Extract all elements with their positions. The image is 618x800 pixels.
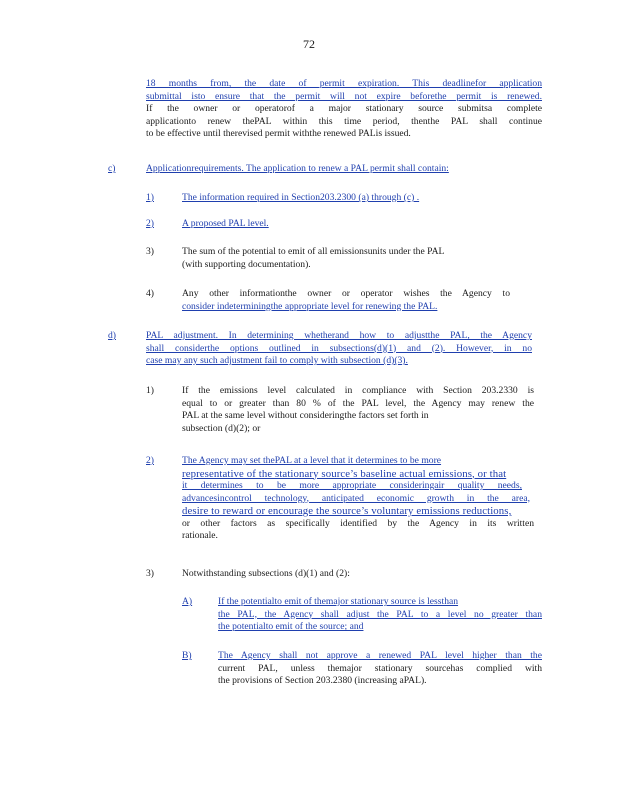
section-d-heading <box>146 330 532 368</box>
section-c-item-2-text: A proposed PAL level. <box>182 218 269 229</box>
section-d-item-3 <box>182 568 350 581</box>
sub-a-line: the PAL, the Agency shall adjust the PAL to a level no greater than <box>218 608 542 620</box>
section-d-item-3-num: 3) <box>146 568 154 579</box>
sub-b-line: The Agency shall not approve a renewed PAL level higher than the <box>218 650 542 661</box>
section-c-item-4 <box>182 288 510 313</box>
section-d-item-2-line: advancesincontrol technology, anticipated economic growth in the area, <box>182 492 530 504</box>
section-d-item-1 <box>182 385 534 435</box>
sub-a-line: the potentialto emit of the source; and <box>218 621 364 632</box>
section-c-item-3-line: The sum of the potential to emit of all emissionsunits under the PAL <box>182 246 445 257</box>
section-d-heading-line: case may any such adjustment fail to comply with subsection (d)(3). <box>146 355 408 366</box>
section-d-item-3-text: Notwithstanding subsections (d)(1) and (2): <box>182 568 350 579</box>
sub-b-line: current PAL, unless themajor stationary sourcehas complied with <box>218 662 542 674</box>
section-c-item-2 <box>182 218 269 231</box>
section-d-item-2-line: rationale. <box>182 530 218 541</box>
section-d-item-2-line: The Agency may set thePAL at a level that it determines to be more <box>182 455 442 466</box>
section-c-item-1-text: The information required in Section203.2300 (a) through (c) . <box>182 192 420 203</box>
section-c-item-4-num: 4) <box>146 288 154 299</box>
section-d-label: d) <box>108 330 116 341</box>
section-c-item-3 <box>182 246 444 271</box>
section-d-heading-line: PAL adjustment. In determining whetherand how to adjustthe PAL, the Agency <box>146 330 532 341</box>
intro-line: If the owner or operatorof a major stationary source submitsa complete <box>146 103 542 114</box>
section-d-item-2-line: or other factors as specifically identified by the Agency in its written <box>182 517 534 529</box>
section-c-item-2-num: 2) <box>146 218 154 229</box>
section-c-item-4-line: Any other informationthe owner or operator wishes the Agency to <box>182 288 510 299</box>
section-d-item-2-line: representative of the stationary source’s baseline actual emissions, or that <box>182 467 507 480</box>
intro-line: to be effective until therevised permit withthe renewed PALis issued. <box>146 128 411 139</box>
section-d-item-1-line: If the emissions level calculated in compliance with Section 203.2330 is <box>182 385 534 396</box>
section-d-item-2 <box>182 455 544 543</box>
section-d-item-3-sub-a <box>218 596 542 634</box>
section-c-heading-text: Applicationrequirements. The application to renew a PAL permit shall contain: <box>146 163 449 174</box>
section-c-item-1 <box>182 192 419 205</box>
section-c-label: c) <box>108 163 116 174</box>
intro-line: submittal isto ensure that the permit will not expire beforethe permit is renewed. <box>146 90 542 102</box>
intro-line: 18 months from, the date of permit expiration. This deadlinefor application <box>146 78 542 89</box>
section-d-heading-line: shall considerthe options outlined in subsections(d)(1) and (2). However, in no <box>146 342 532 354</box>
sub-a-line: If the potentialto emit of themajor stationary source is lessthan <box>218 596 459 607</box>
section-c-heading <box>146 163 538 176</box>
section-c-item-3-line: (with supporting documentation). <box>182 258 311 270</box>
section-d-item-3-sub-b-label: B) <box>182 650 192 661</box>
section-c-item-3-num: 3) <box>146 246 154 257</box>
sub-b-line: the provisions of Section 203.2380 (increasing aPAL). <box>218 675 427 686</box>
section-d-item-2-line: desire to reward or encourage the source’s voluntary emissions reductions, <box>182 505 512 517</box>
section-d-item-1-line: subsection (d)(2); or <box>182 422 261 434</box>
section-d-item-3-sub-a-label: A) <box>182 596 193 607</box>
page-number: 72 <box>303 37 315 51</box>
section-d-item-1-num: 1) <box>146 385 154 396</box>
section-d-item-2-num: 2) <box>146 455 154 466</box>
intro-paragraph <box>146 78 542 141</box>
section-c-item-4-line: consider indeterminingthe appropriate level for renewing the PAL. <box>182 300 438 312</box>
intro-line: applicationto renew thePAL within this time period, thenthe PAL shall continue <box>146 115 542 127</box>
section-c-item-1-num: 1) <box>146 192 154 203</box>
section-d-item-3-sub-b <box>218 650 542 688</box>
section-d-item-1-line: PAL at the same level without consideringthe factors set forth in <box>182 410 429 421</box>
section-d-item-1-line: equal to or greater than 80 % of the PAL level, the Agency may renew the <box>182 397 534 409</box>
section-d-item-2-line: it determines to be more appropriate consideringair quality needs, <box>182 480 522 491</box>
